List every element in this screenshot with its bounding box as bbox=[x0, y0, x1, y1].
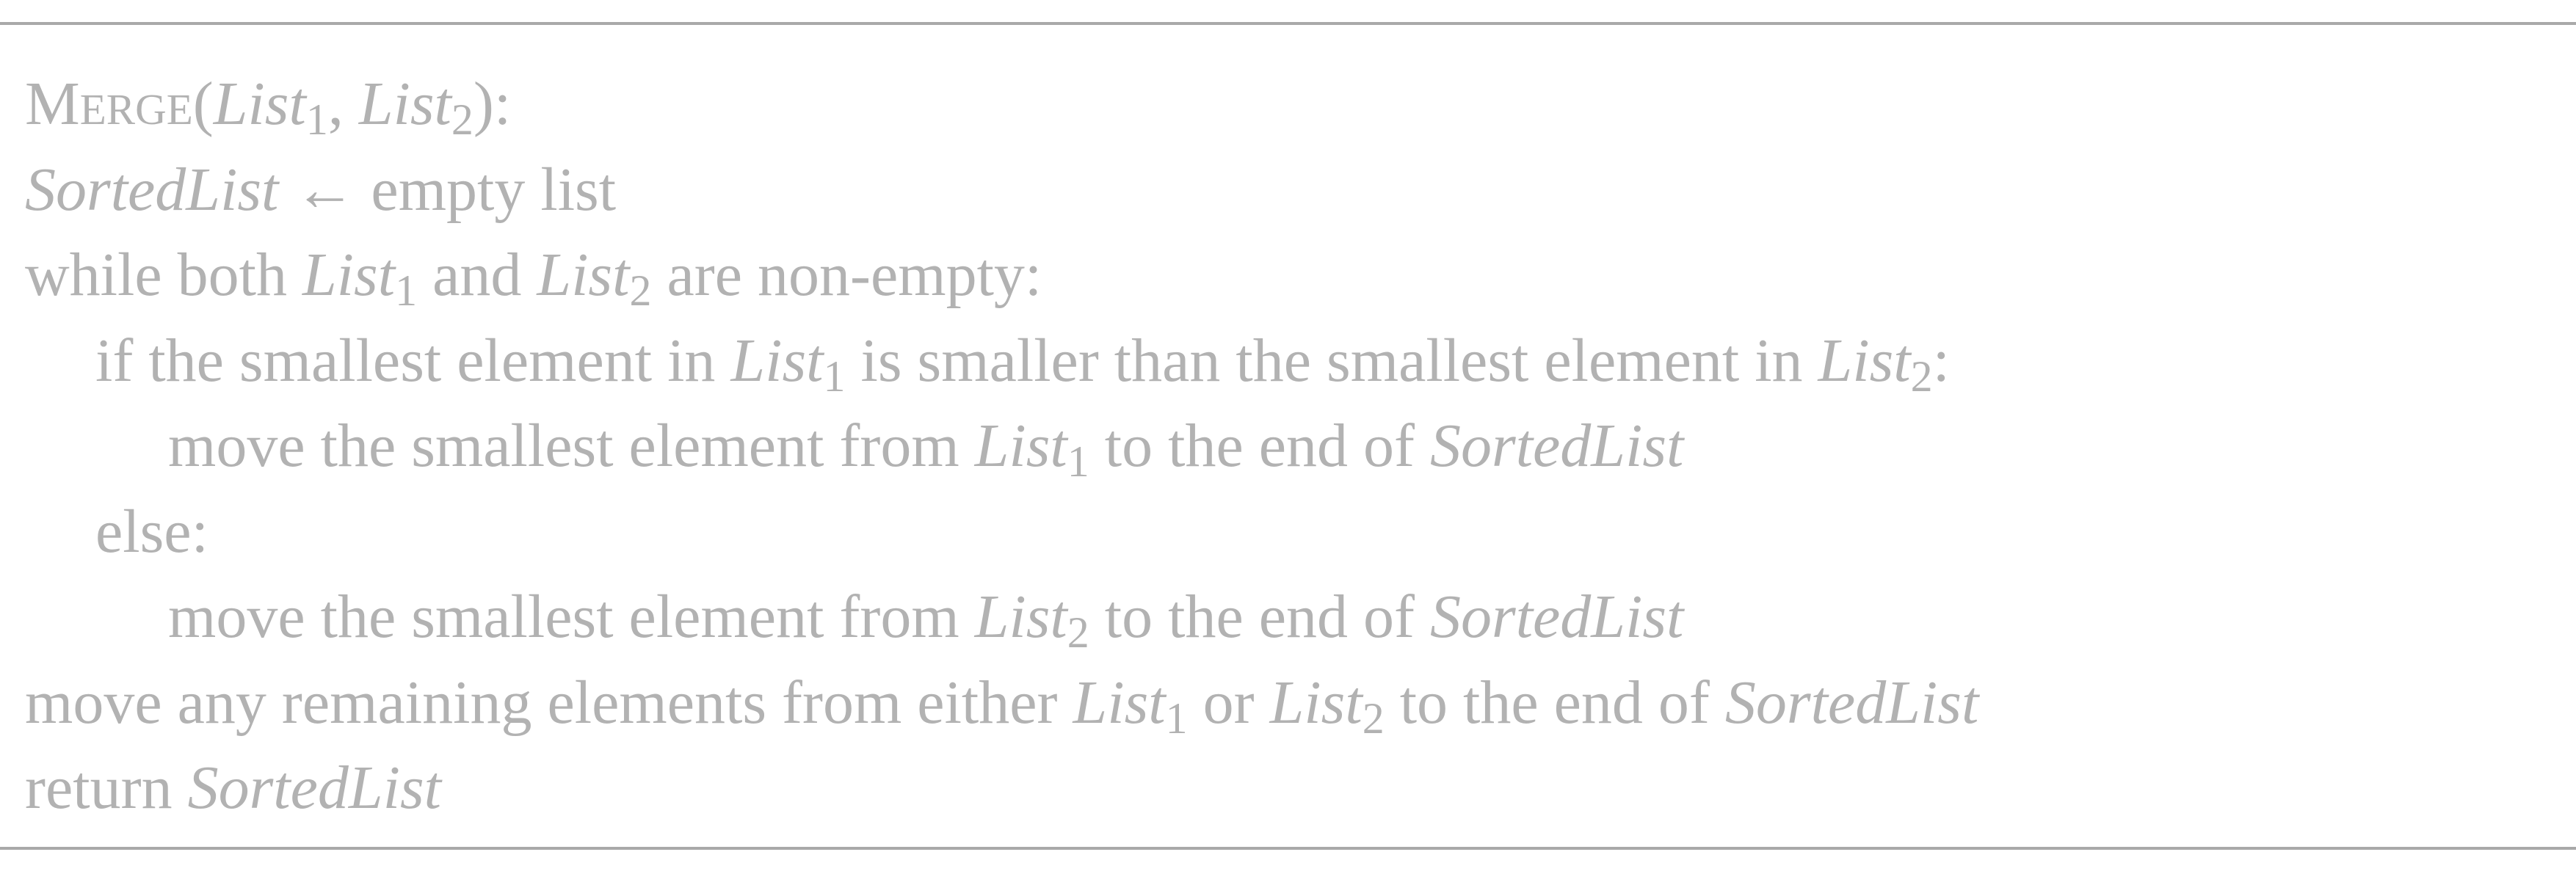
algo-line-4: if the smallest element in List$_1$ is smaller than the smallest element in List$_2$: bbox=[95, 326, 1950, 401]
var-list2: List$_2$ bbox=[974, 583, 1089, 657]
algo-line-5: move the smallest element from List$_1$ to the end of SortedList bbox=[168, 412, 1684, 486]
kw-while: while bbox=[25, 241, 162, 309]
algo-line-7: move the smallest element from List$_2$ to the end of SortedList bbox=[168, 583, 1684, 657]
algo-line-6 bbox=[25, 489, 2565, 575]
kw-else: else: bbox=[95, 497, 208, 566]
var-sortedlist: SortedList bbox=[1724, 668, 1979, 737]
var-sortedlist: SortedList bbox=[1430, 412, 1684, 480]
param-list1: List$_1$ bbox=[213, 70, 328, 144]
line2-text: empty list bbox=[355, 155, 617, 224]
bottom-rule bbox=[0, 847, 2576, 850]
var-sortedlist: SortedList bbox=[25, 155, 279, 224]
var-list1: List$_1$ bbox=[974, 412, 1089, 486]
var-list2: List$_2$ bbox=[1269, 668, 1385, 743]
algo-line-9 bbox=[25, 746, 2565, 831]
var-list2: List$_2$ bbox=[1818, 326, 1933, 401]
var-list1: List$_1$ bbox=[302, 241, 418, 315]
param-list2: List$_2$ bbox=[358, 70, 474, 144]
top-rule bbox=[0, 22, 2576, 25]
assign-arrow: ← bbox=[294, 155, 356, 224]
var-sortedlist: SortedList bbox=[187, 754, 441, 822]
algo-line-1: Merge(List$_1$, List$_2$): bbox=[25, 70, 512, 144]
algo-line-8: move any remaining elements from either List$_1$ or List$_2$ to the end of SortedList bbox=[25, 668, 1979, 743]
kw-if: if bbox=[95, 326, 134, 395]
var-list2: List$_2$ bbox=[537, 241, 652, 315]
algorithm-block bbox=[25, 62, 2565, 831]
kw-return: return bbox=[25, 754, 173, 822]
algo-line-3: while both List$_1$ and List$_2$ are non-empty: bbox=[25, 241, 1042, 315]
var-list1: List$_1$ bbox=[1073, 668, 1188, 743]
var-list1: List$_1$ bbox=[730, 326, 846, 401]
algo-line-2 bbox=[25, 148, 2565, 233]
var-sortedlist: SortedList bbox=[1430, 583, 1684, 651]
procedure-name: Merge bbox=[25, 70, 193, 138]
